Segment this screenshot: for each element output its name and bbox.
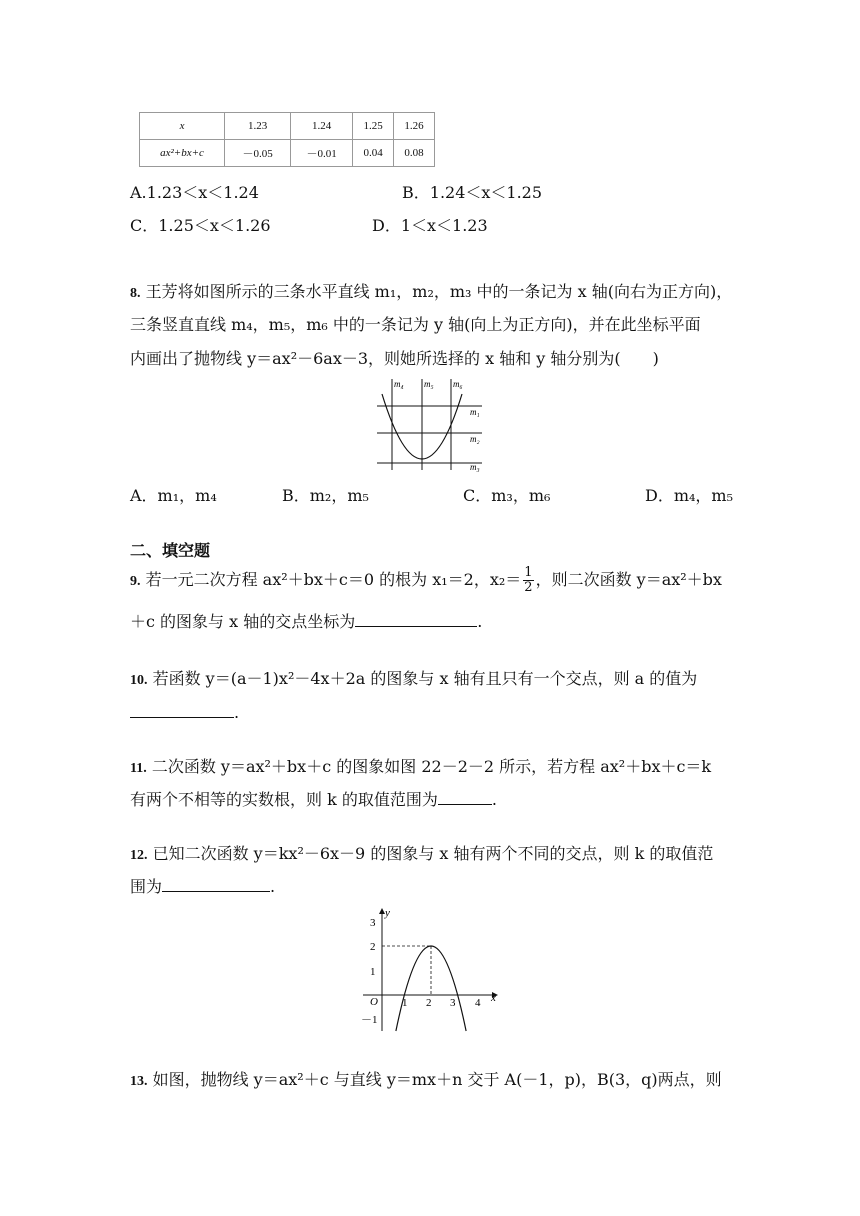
question-number: 8. [130,286,141,301]
question-number: 13. [130,1074,148,1089]
table-row [140,140,435,167]
table-cell: 0.08 [394,140,435,167]
lines-parabola-figure [372,374,490,474]
q9-line-2: ＋c 的图象与 x 轴的交点坐标为 . [130,612,483,631]
answer-blank [438,790,492,805]
y-tick-2: 2 [370,941,376,953]
label-m4: m₄ [394,379,404,389]
question-number: 10. [130,673,148,688]
table-cell: －0.05 [225,140,291,167]
table-row [140,113,435,140]
q11-line-1: 11. 二次函数 y＝ax²＋bx＋c 的图象如图 22－2－2 所示，若方程 ax²＋bx＋c＝k [130,757,712,776]
q7-option-c: C．1.25＜x＜1.26 [130,216,271,235]
question-number: 11. [130,761,147,776]
question-number: 12. [130,848,148,863]
x-tick-3: 3 [450,997,456,1009]
q7-option-a: A.1.23＜x＜1.24 [130,183,259,202]
answer-blank [162,877,270,892]
x-tick-2: 2 [426,997,432,1009]
x-axis-label: x [491,992,496,1004]
table-cell: x [140,113,225,140]
q8-line-1: 8. 王芳将如图所示的三条水平直线 m₁，m₂，m₃ 中的一条记为 x 轴(向右为正方向)， [130,282,733,301]
y-tick-3: 3 [370,917,376,929]
y-axis-label: y [385,907,390,919]
label-m6: m₆ [453,379,463,389]
q13-line-1: 13. 如图，抛物线 y＝ax²＋c 与直线 y＝mx＋n 交于 A(－1，p)，B(3，q)两点，则 [130,1070,722,1089]
q12-line-2: 围为 . [130,877,276,896]
value-table [139,112,435,167]
label-m1: m₁ [470,407,480,417]
label-m3: m₃ [470,462,480,472]
q8-option-d: D．m₄，m₅ [645,486,734,505]
label-m5: m₅ [424,379,434,389]
table-cell: 1.25 [353,113,394,140]
y-tick-1: 1 [370,966,376,978]
table-cell: 0.04 [353,140,394,167]
table-cell: ax²+bx+c [140,140,225,167]
q8-option-b: B．m₂，m₅ [282,486,369,505]
table-cell: 1.24 [291,113,353,140]
q8-line-3: 内画出了抛物线 y＝ax²－6ax－3，则她所选择的 x 轴和 y 轴分别为( ) [130,349,659,368]
table-cell: 1.26 [394,113,435,140]
origin-label: O [370,996,378,1008]
question-number: 9. [130,574,141,589]
q11-line-2: 有两个不相等的实数根，则 k 的取值范围为 . [130,790,497,809]
section-heading: 二、填空题 [130,541,211,560]
x-tick-4: 4 [475,997,481,1009]
q8-option-c: C．m₃，m₆ [463,486,551,505]
label-m2: m₂ [470,434,480,444]
table-cell: 1.23 [225,113,291,140]
q12-line-1: 12. 已知二次函数 y＝kx²－6x－9 的图象与 x 轴有两个不同的交点，则 k 的取值范 [130,844,714,863]
x-tick-1: 1 [402,997,408,1009]
answer-blank [355,612,477,627]
q9-line-1: 9. 若一元二次方程 ax²＋bx＋c＝0 的根为 x₁＝2，x₂＝ $\frac{1}{2}$ ，则二次函数 y＝ax²＋bx [130,565,722,595]
table-cell: －0.01 [291,140,353,167]
parabola-graph [355,905,505,1035]
y-tick-neg1: －1 [361,1014,378,1026]
fraction: $\frac{1}{2}$ [524,565,533,595]
q8-line-2: 三条竖直直线 m₄，m₅，m₆ 中的一条记为 y 轴(向上为正方向)，并在此坐标平面 [130,315,701,334]
q8-option-a: A．m₁，m₄ [130,486,217,505]
q10-line-2: . [130,703,239,723]
q10-line-1: 10. 若函数 y＝(a－1)x²－4x＋2a 的图象与 x 轴有且只有一个交点，则 a 的值为 [130,669,698,688]
answer-blank [130,703,234,718]
q7-option-b: B．1.24＜x＜1.25 [402,183,543,202]
q7-option-d: D．1＜x＜1.23 [372,216,488,235]
